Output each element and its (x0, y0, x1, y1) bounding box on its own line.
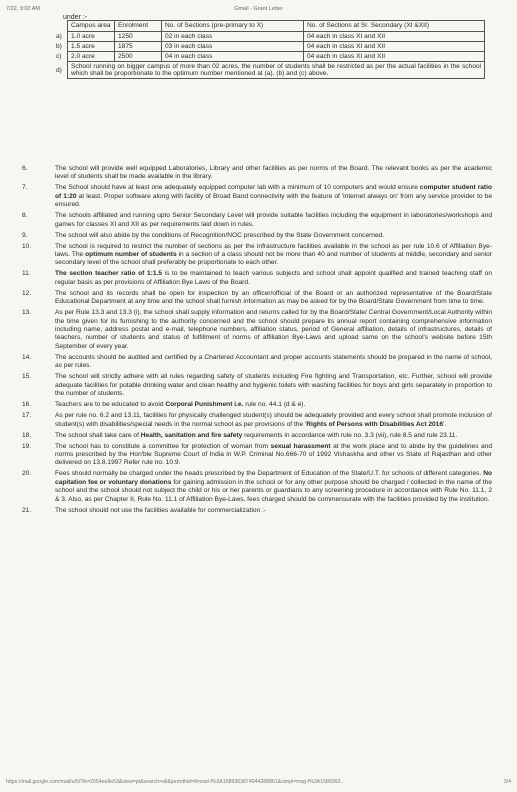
list-item: 13. As per Rule 13.3 and 13.3 (i), the school shall supply information and returns called for by the Board/State/ Central Government/Local Authority within the time given for its furnishing to the authority concerned and the school should prepare its annual report containing comprehensive information including name, address postal and e-mail, telephone numbers, affiliation status, period of General affiliation, details of infrastructures, details of teachers, number of students and status of fulfillment of norms of affiliation Bye-Laws and upload same on the school's website before 15th September of every year. (22, 309, 492, 350)
campus-sections-table (55, 20, 485, 79)
list-item: 16. Teachers are to be educated to avoid Corporal Punishment i.e. rule no. 44.1 (d & e). (22, 401, 306, 409)
list-item: 14. The accounts should be audited and certified by a Chartered Accountant and proper accounts statements should be prepared in the name of school, as per rules. (22, 353, 492, 370)
list-item: 10. The school is required to restrict the number of sections as per the infrastructure facilities available in the school as per rule 10.6 of Affiliation Bye-laws. The optimum number of students in a section of a class should not be more than 40 and number of students at middle, secondary and senior secondary level of the school shall preferably be proportionate to each other. (22, 242, 492, 267)
list-item: 19. The school has to constitute a committee for protection of woman from sexual harassment at the work place and to abide by the guidelines and norms prescribed by the Hon'ble Supreme Court of India in W.P. Criminal No.666-70 of 1992 Vishaskha and other vs State of Rajasthan and other delivered on 13.8.1997 Refer rule no. 10.9. (22, 442, 492, 467)
table-header-row (55, 21, 485, 32)
table-row: c) 2.0 acre 2500 04 in each class 04 each in class XI and XII (55, 52, 485, 62)
col-campus-area: Campus area (68, 21, 115, 32)
table-row: a) 1.0 acre 1250 02 in each class 04 each in class XI and XII (55, 32, 485, 42)
table-row: b) 1.5 acre 1875 03 in each class 04 each in class XI and XII (55, 42, 485, 52)
print-title: Gmail - Grant Letter (234, 6, 283, 12)
table-note: School running on bigger campus of more than 02 acres, the number of students shall be restricted as per the actual facilities in the school which shall be proportionate to the optimum number mentioned at (a), (b) and (c) above. (68, 62, 485, 79)
list-item: 18. The school shall take care of Health, sanitation and fire safety requirements in accordance with rule no. 3.3 (vii), rule 8.5 and rule 23.11. (22, 431, 458, 439)
col-sections-senior: No. of Sections at Sr. Secondary (XI &XII) (304, 21, 485, 32)
print-timestamp: 7/22, 9:02 AM (6, 6, 40, 12)
print-footer (6, 779, 511, 785)
intro-text: under :- (63, 14, 88, 21)
list-item: 8. The schools affiliated and running upto Senior Secondary Level will provide suitable facilities including the equipment in laboratories/workshops and games for classes XI and XII as per requirements laid down in rules. (22, 212, 492, 228)
page-url-link[interactable]: https://mail.google.com/mail/u/0/?ik=2054ee8e53&view=pt&search=all&permthid=thread-f%3A1689363874944388861&simpl=msg-f%3A1689363... (6, 779, 345, 785)
table-note-row: d) School running on bigger campus of more than 02 acres, the number of students shall be restricted as per the actual facilities in the school which shall be proportionate to the optimum number mentioned at (a), (b) and (c) above. (55, 62, 485, 79)
page-number: 3/4 (503, 779, 511, 785)
list-item: 7. The School should have at least one adequately equipped computer lab with a minimum of 10 computers and would ensure computer student ratio of 1:20 at least. Proper software along with facility of Broad Band connectivity with the feature of 'internet always on' from any service provider to be ensured. (22, 184, 492, 209)
list-item: 20. Fees should normally be charged under the heads prescribed by the Department of Education of the State/U.T. for schools of different categories. No capitation fee or voluntary donations for gaining admission in the school or for any other purpose should be charged / collected in the name of the school and the school should not subject the child or his or her parents or guardians to any screening procedure in accordance with Rule No. 11.1, 2 & 3. Also, as per Chapter II, Rule No. 11.1 of Affiliation Bye-Laws, fees charged should be commensurate with the facilities provided by the institution. (22, 470, 492, 503)
col-enrolment: Enrolment (115, 21, 162, 32)
list-item: 12. The school and its records shall be open for inspection by an officer/official of the Board or an authorized representative of the Board/State Educational Department at any time and the school shall furnish information as may be asked for by the Board/State Government from time to time. (22, 289, 492, 306)
list-item: 11. The section teacher ratio of 1:1.5 is to be maintained to teach various subjects and school shall appoint qualified and trained teaching staff on regular basis as per provisions of Affiliation Bye Laws of the Board. (22, 270, 492, 286)
list-item: 21. The school should not use the facilities available for commercialization :- (22, 506, 267, 514)
list-item: 15. The school will strictly adhere with all rules regarding safety of students including Fire fighting and Transportation, etc. Further, school will provide adequate facilities for potable drinking water and clean healthy and hygienic toilets with washing facilities for boys and girls separately in proportion to the number of students. (22, 373, 492, 398)
col-sections-primary: No. of Sections (pre-primary to X) (162, 21, 304, 32)
list-item: 6. The school will provide well equipped Laboratories, Library and other facilities as per norms of the Board. The relevant books as per the academic level of students shall be made available in the library. (22, 165, 492, 181)
list-item: 17. As per rule no. 6.2 and 13.11, facilities for physically challenged student(s) should be adequately provided and every school shall promote inclusion of student(s) with disabilities/special needs in the normal school as per provisions of the 'Rights of Persons with Disabilities Act 2016'. (22, 412, 492, 428)
conditions-list (22, 165, 492, 518)
list-item: 9. The school will also abide by the conditions of Recognition/NOC prescribed by the State Government concerned. (22, 231, 385, 239)
